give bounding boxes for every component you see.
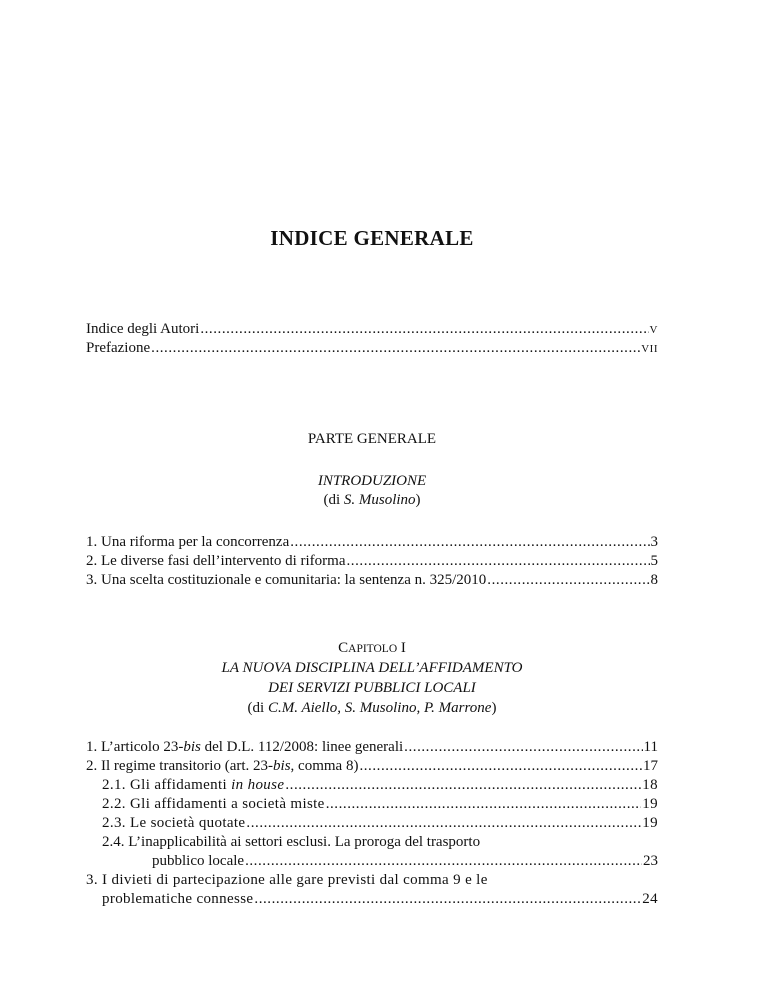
leader-dots xyxy=(487,571,649,590)
chapter-title-line2: DEI SERVIZI PUBBLICI LOCALI xyxy=(268,680,476,696)
chapter-authors: (di C.M. Aiello, S. Musolino, P. Marrone) xyxy=(247,700,497,716)
intro-author: (di S. Musolino) xyxy=(323,492,421,508)
toc-entry-ch1-2-4-line2[interactable] xyxy=(86,852,658,871)
chapter-author-names: C.M. Aiello, S. Musolino, P. Marrone xyxy=(267,700,492,716)
entry-page: V xyxy=(649,324,658,336)
part-heading: PARTE GENERALE xyxy=(307,431,437,447)
entry-label: 2.1. Gli affidamenti in house xyxy=(102,777,285,793)
chapter-entries xyxy=(86,738,658,909)
toc-entry-intro-3[interactable] xyxy=(86,571,658,590)
toc-entry-ch1-2-2[interactable] xyxy=(86,795,658,814)
entry-label: 2. Le diverse fasi dell’intervento di riforma xyxy=(86,553,346,569)
leader-dots xyxy=(200,320,648,339)
entry-label: Prefazione xyxy=(86,340,151,356)
leader-dots xyxy=(359,757,642,776)
entry-label: 2.2. Gli affidamenti a società miste xyxy=(102,796,325,812)
leader-dots xyxy=(246,814,641,833)
entry-page: 19 xyxy=(642,796,658,812)
entry-page: 3 xyxy=(650,534,658,550)
toc-entry-ch1-1[interactable] xyxy=(86,738,658,757)
entry-label: 1. L’articolo 23-bis del D.L. 112/2008: linee generali xyxy=(86,739,404,755)
entry-label: 3. Una scelta costituzionale e comunitaria: la sentenza n. 325/2010 xyxy=(86,572,487,588)
entry-page: 8 xyxy=(650,572,658,588)
entry-page: 11 xyxy=(643,739,658,755)
toc-entry-indice-autori[interactable] xyxy=(86,320,658,339)
toc-entry-intro-2[interactable] xyxy=(86,552,658,571)
intro-entries xyxy=(86,533,658,590)
leader-dots xyxy=(347,552,650,571)
entry-page: 23 xyxy=(643,853,658,869)
leader-dots xyxy=(254,890,641,909)
leader-dots xyxy=(326,795,642,814)
leader-dots xyxy=(285,776,641,795)
entry-page: 17 xyxy=(643,758,658,774)
entry-label: 2. Il regime transitorio (art. 23-bis, comma 8) xyxy=(86,758,359,774)
chapter-title-line1: LA NUOVA DISCIPLINA DELL’AFFIDAMENTO xyxy=(221,660,523,676)
intro-author-name: S. Musolino xyxy=(343,492,416,508)
entry-page: 5 xyxy=(650,553,658,569)
entry-page: 24 xyxy=(642,891,658,907)
entry-label: problematiche connesse xyxy=(102,891,254,907)
leader-dots xyxy=(290,533,649,552)
leader-dots xyxy=(404,738,642,757)
toc-entry-prefazione[interactable] xyxy=(86,339,658,358)
intro-title: INTRODUZIONE xyxy=(317,473,427,489)
entry-label: pubblico locale xyxy=(152,853,245,869)
entry-label: 2.3. Le società quotate xyxy=(102,815,246,831)
toc-entry-ch1-2-1[interactable] xyxy=(86,776,658,795)
toc-entry-intro-1[interactable] xyxy=(86,533,658,552)
leader-dots xyxy=(151,339,640,358)
entry-page: 19 xyxy=(642,815,658,831)
entry-page: VII xyxy=(641,343,658,355)
toc-entry-ch1-2-3[interactable] xyxy=(86,814,658,833)
toc-entry-ch1-2[interactable] xyxy=(86,757,658,776)
toc-entry-ch1-3-line2[interactable] xyxy=(86,890,658,909)
page-title: INDICE GENERALE xyxy=(270,226,474,250)
toc-entry-ch1-2-4-line1[interactable] xyxy=(86,833,658,852)
front-matter-list xyxy=(86,320,658,358)
entry-label: 2.4. L’inapplicabilità ai settori esclusi. La proroga del trasporto xyxy=(102,834,481,850)
toc-entry-ch1-3-line1[interactable] xyxy=(86,871,658,890)
chapter-label: CAPITOLO I xyxy=(338,640,406,656)
entry-label: 1. Una riforma per la concorrenza xyxy=(86,534,290,550)
entry-page: 18 xyxy=(642,777,658,793)
leader-dots xyxy=(245,852,642,871)
entry-label: 3. I divieti di partecipazione alle gare previsti dal comma 9 e le xyxy=(86,872,488,888)
entry-label: Indice degli Autori xyxy=(86,321,200,337)
